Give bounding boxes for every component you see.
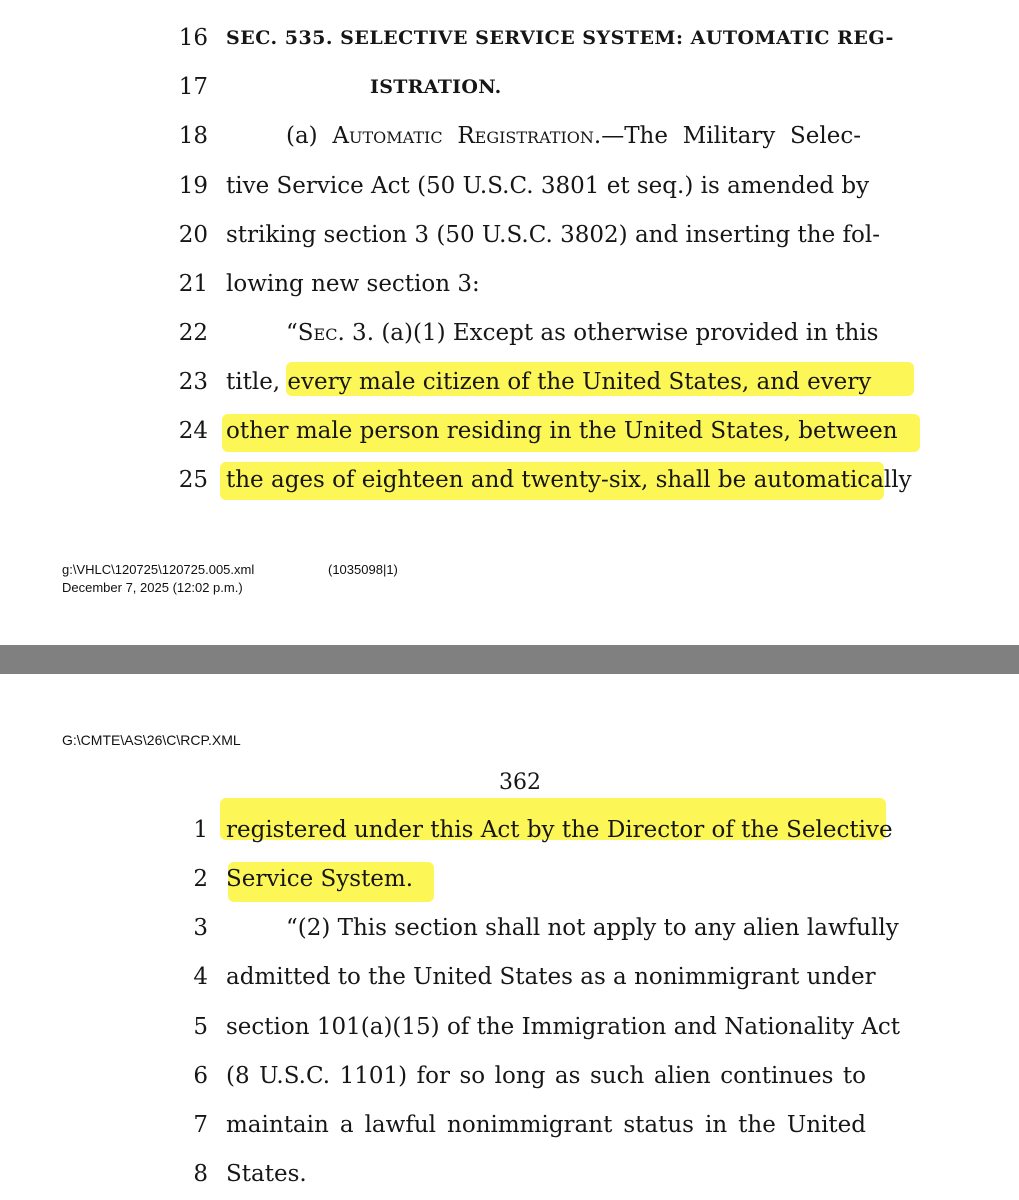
line-text: section 101(a)(15) of the Immigration and Nationality Act xyxy=(226,1014,901,1040)
line-number: 16 xyxy=(178,25,208,51)
line-20 xyxy=(0,215,1019,255)
line-number: 25 xyxy=(178,467,208,493)
line-5 xyxy=(0,1007,1019,1047)
line-number: 24 xyxy=(178,418,208,444)
line-18 xyxy=(0,116,1019,156)
line-text xyxy=(286,313,879,353)
line-number: 4 xyxy=(193,964,208,990)
line-number: 7 xyxy=(193,1112,208,1138)
header-file-path: G:\CMTE\AS\26\C\RCP.XML xyxy=(62,732,241,748)
line-number: 8 xyxy=(193,1161,208,1187)
line-text: registered under this Act by the Director of the Selective xyxy=(226,817,893,843)
line-text-tail: .—The Military Selec- xyxy=(593,123,861,149)
line-number: 6 xyxy=(193,1063,208,1089)
line-number: 3 xyxy=(193,915,208,941)
line-text-tail: . 3. (a)(1) Except as otherwise provided in this xyxy=(337,320,879,346)
line-text: title, every male citizen of the United States, and every xyxy=(226,369,872,395)
line-text: tive Service Act (50 U.S.C. 3801 et seq.) is amended by xyxy=(226,173,870,199)
footer-date: December 7, 2025 (12:02 p.m.) xyxy=(62,580,243,595)
line-text xyxy=(286,116,861,156)
line-number: 21 xyxy=(178,271,208,297)
line-24 xyxy=(0,411,1019,451)
footer-file-path: g:\VHLC\120725\120725.005.xml xyxy=(62,562,255,577)
line-text: “(2) This section shall not apply to any alien lawfully xyxy=(286,915,899,941)
line-text: States. xyxy=(226,1161,307,1187)
section-heading: SEC. 535. SELECTIVE SERVICE SYSTEM: AUTOMATIC REG- xyxy=(226,27,894,49)
line-number: 22 xyxy=(178,320,208,346)
line-16 xyxy=(0,18,1019,58)
line-17 xyxy=(0,67,1019,107)
line-text: lowing new section 3: xyxy=(226,271,480,297)
section-abbrev: ec xyxy=(313,320,338,346)
line-number: 2 xyxy=(193,866,208,892)
line-number: 1 xyxy=(193,817,208,843)
line-21 xyxy=(0,264,1019,304)
subsection-label: (a) xyxy=(286,123,333,149)
line-4 xyxy=(0,957,1019,997)
quote-open: “S xyxy=(286,320,314,346)
line-text: (8 U.S.C. 1101) for so long as such alien continues to xyxy=(226,1063,866,1089)
line-7 xyxy=(0,1105,1019,1145)
subsection-title: Automatic Registration xyxy=(332,123,594,149)
line-19 xyxy=(0,166,1019,206)
line-number: 23 xyxy=(178,369,208,395)
line-6 xyxy=(0,1056,1019,1096)
line-text: striking section 3 (50 U.S.C. 3802) and inserting the fol- xyxy=(226,222,880,248)
line-text: the ages of eighteen and twenty-six, shall be automatically xyxy=(226,467,912,493)
section-heading-cont: ISTRATION. xyxy=(370,76,502,98)
line-25 xyxy=(0,460,1019,500)
line-2 xyxy=(0,859,1019,899)
page-divider xyxy=(0,645,1019,674)
line-number: 18 xyxy=(178,123,208,149)
line-text: admitted to the United States as a nonimmigrant under xyxy=(226,964,876,990)
line-number: 17 xyxy=(178,74,208,100)
line-8 xyxy=(0,1154,1019,1194)
line-text: maintain a lawful nonimmigrant status in the United xyxy=(226,1112,866,1138)
line-23 xyxy=(0,362,1019,402)
line-22 xyxy=(0,313,1019,353)
line-text: other male person residing in the United States, between xyxy=(226,418,898,444)
line-number: 5 xyxy=(193,1014,208,1040)
footer-code: (1035098|1) xyxy=(328,562,398,577)
line-number: 19 xyxy=(178,173,208,199)
line-text: Service System. xyxy=(226,866,414,892)
page-number: 362 xyxy=(499,770,541,795)
document-page-bottom xyxy=(0,674,1019,1200)
line-number: 20 xyxy=(178,222,208,248)
line-1 xyxy=(0,810,1019,850)
line-3 xyxy=(0,908,1019,948)
